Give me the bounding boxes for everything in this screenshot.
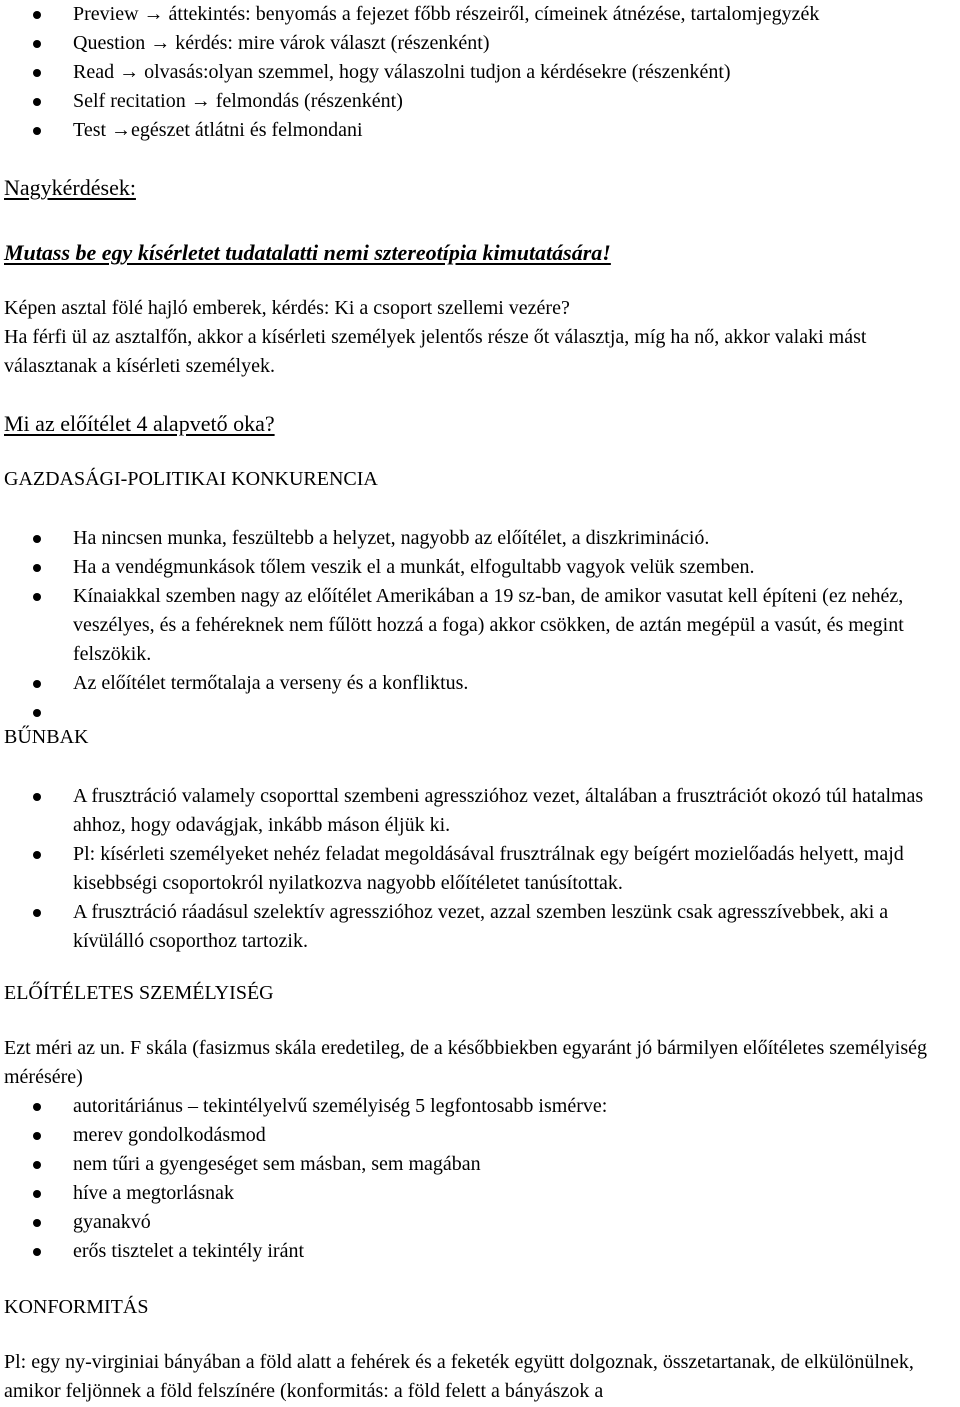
list-item: Self recitation → felmondás (részenként) [0, 87, 952, 116]
causes-heading: Mi az előítélet 4 alapvető oka? [4, 411, 275, 436]
list-item [0, 698, 952, 724]
list-item: Ha a vendégmunkások tőlem veszik el a munkát, elfogultabb vagyok velük szemben. [0, 553, 952, 582]
list-item: Test →egészet átlátni és felmondani [0, 116, 952, 145]
economic-list [0, 524, 952, 724]
list-item: Preview → áttekintés: benyomás a fejezet főbb részeiről, címeinek átnézése, tartalomjegyzék [0, 0, 952, 29]
personality-intro: Ezt méri az un. F skála (fasizmus skála eredetileg, de a későbbiekben egyaránt jó bármilyen előítéletes személyiség mérésére) [4, 1037, 927, 1088]
list-item: autoritáriánus – tekintélyelvű személyiség 5 legfontosabb ismérve: [0, 1092, 952, 1121]
list-item: Kínaiakkal szemben nagy az előítélet Amerikában a 19 sz-ban, de amikor vasutat kell építeni (ez nehéz, veszélyes, és a fehéreknek nem fűlött hozzá a foga) akkor csökken, de aztán megépül a vasút, és megint felszökik. [0, 582, 952, 669]
conformity-text: Pl: egy ny-virginiai bányában a föld alatt a fehérek és a feketék együtt dolgoznak, összetartanak, de elkülönülnek, amikor feljönnek a föld felszínére (konformitás: a föld felett a bányászok a [4, 1351, 914, 1402]
list-item: Ha nincsen munka, feszültebb a helyzet, nagyobb az előítélet, a diszkrimináció. [0, 524, 952, 553]
nagykerdesek-heading: Nagykérdések: [4, 175, 136, 200]
list-item: nem tűri a gyengeséget sem másban, sem magában [0, 1150, 952, 1179]
personality-list [0, 1092, 952, 1266]
experiment-line-1: Képen asztal fölé hajló emberek, kérdés: Ki a csoport szellemi vezére? [4, 297, 570, 319]
experiment-question: Mutass be egy kísérletet tudatalatti nemi sztereotípia kimutatására! [4, 240, 611, 265]
list-item: A frusztráció valamely csoporttal szembeni agresszióhoz vezet, általában a frusztrációt okozó túl hatalmas ahhoz, hogy odavágjak, inkább máson éljük ki. [0, 782, 952, 840]
list-item: A frusztráció ráadásul szelektív agresszióhoz vezet, azzal szemben leszünk csak agresszívebbek, aki a kívülálló csoporthoz tartozik. [0, 898, 952, 956]
scapegoat-list [0, 782, 952, 956]
experiment-line-2: Ha férfi ül az asztalfőn, akkor a kísérleti személyek jelentős része őt választja, míg ha nő, akkor valaki mást választanak a kísérleti személyek. [4, 326, 867, 377]
sq3r-list [0, 0, 952, 145]
list-item: Az előítélet termőtalaja a verseny és a konfliktus. [0, 669, 952, 698]
scapegoat-heading: BŰNBAK [4, 726, 89, 748]
conformity-heading: KONFORMITÁS [4, 1296, 149, 1318]
list-item: híve a megtorlásnak [0, 1179, 952, 1208]
list-item: erős tisztelet a tekintély iránt [0, 1237, 952, 1266]
list-item: gyanakvó [0, 1208, 952, 1237]
list-item: Read → olvasás:olyan szemmel, hogy válaszolni tudjon a kérdésekre (részenként) [0, 58, 952, 87]
list-item: merev gondolkodásmod [0, 1121, 952, 1150]
list-item: Question → kérdés: mire várok választ (részenként) [0, 29, 952, 58]
economic-heading: GAZDASÁGI-POLITIKAI KONKURENCIA [4, 468, 378, 490]
personality-heading: ELŐÍTÉLETES SZEMÉLYISÉG [4, 982, 274, 1004]
list-item: Pl: kísérleti személyeket nehéz feladat megoldásával frusztrálnak egy beígért mozielőadás helyett, majd kisebbségi csoportokról nyilatkozva nagyobb előítéletet tanúsítottak. [0, 840, 952, 898]
